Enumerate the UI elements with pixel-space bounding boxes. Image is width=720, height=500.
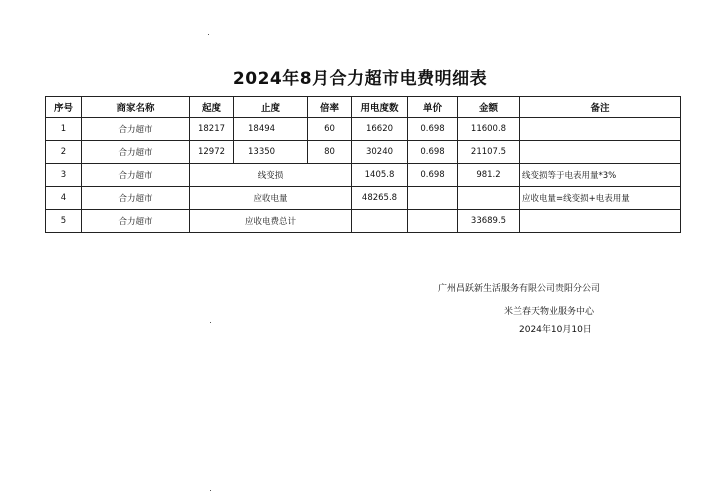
cell-ratio: 60: [308, 118, 352, 141]
cell-start: 12972: [190, 141, 234, 164]
cell-price: 0.698: [408, 141, 458, 164]
header-end-reading: 止度: [234, 97, 308, 118]
cell-usage: 16620: [352, 118, 408, 141]
cell-amount: 981.2: [458, 164, 520, 187]
cell-amount: 21107.5: [458, 141, 520, 164]
cell-amount: 11600.8: [458, 118, 520, 141]
cell-note: [520, 141, 681, 164]
header-remarks: 备注: [520, 97, 681, 118]
cell-index: 5: [46, 210, 82, 233]
header-start-reading: 起度: [190, 97, 234, 118]
scan-speck: [210, 490, 211, 491]
header-unit-price: 单价: [408, 97, 458, 118]
cell-item: 应收电量: [190, 187, 352, 210]
cell-index: 3: [46, 164, 82, 187]
cell-amount: 33689.5: [458, 210, 520, 233]
table-row: [46, 141, 681, 164]
table-row: [46, 210, 681, 233]
cell-usage: 48265.8: [352, 187, 408, 210]
cell-note: [520, 118, 681, 141]
table-row: [46, 164, 681, 187]
cell-price: 0.698: [408, 118, 458, 141]
cell-item: 线变损: [190, 164, 352, 187]
cell-price: [408, 187, 458, 210]
header-amount: 金额: [458, 97, 520, 118]
cell-merchant: 合力超市: [82, 141, 190, 164]
scan-speck: [208, 34, 209, 35]
electricity-bill-table: [45, 96, 681, 233]
header-merchant: 商家名称: [82, 97, 190, 118]
footer-date: 2024年10月10日: [519, 325, 592, 335]
cell-price: [408, 210, 458, 233]
cell-merchant: 合力超市: [82, 210, 190, 233]
cell-amount: [458, 187, 520, 210]
header-usage: 用电度数: [352, 97, 408, 118]
cell-usage: [352, 210, 408, 233]
cell-start: 18217: [190, 118, 234, 141]
table-row: [46, 187, 681, 210]
cell-note: 线变损等于电表用量*3%: [520, 164, 681, 187]
header-index: 序号: [46, 97, 82, 118]
footer-service-center: 米兰春天物业服务中心: [504, 307, 595, 317]
table-row: [46, 118, 681, 141]
cell-merchant: 合力超市: [82, 118, 190, 141]
cell-merchant: 合力超市: [82, 164, 190, 187]
cell-index: 1: [46, 118, 82, 141]
table-header-row: [46, 97, 681, 118]
document-title: 2024年8月合力超市电费明细表: [232, 69, 488, 89]
header-multiplier: 倍率: [308, 97, 352, 118]
scan-speck: [210, 322, 211, 323]
cell-index: 4: [46, 187, 82, 210]
cell-end: 13350: [234, 141, 308, 164]
cell-merchant: 合力超市: [82, 187, 190, 210]
cell-note: [520, 210, 681, 233]
cell-usage: 30240: [352, 141, 408, 164]
cell-item: 应收电费总计: [190, 210, 352, 233]
cell-usage: 1405.8: [352, 164, 408, 187]
cell-index: 2: [46, 141, 82, 164]
cell-price: 0.698: [408, 164, 458, 187]
footer-company: 广州昌跃新生活服务有限公司贵阳分公司: [438, 284, 601, 294]
cell-end: 18494: [234, 118, 308, 141]
cell-ratio: 80: [308, 141, 352, 164]
cell-note: 应收电量=线变损+电表用量: [520, 187, 681, 210]
